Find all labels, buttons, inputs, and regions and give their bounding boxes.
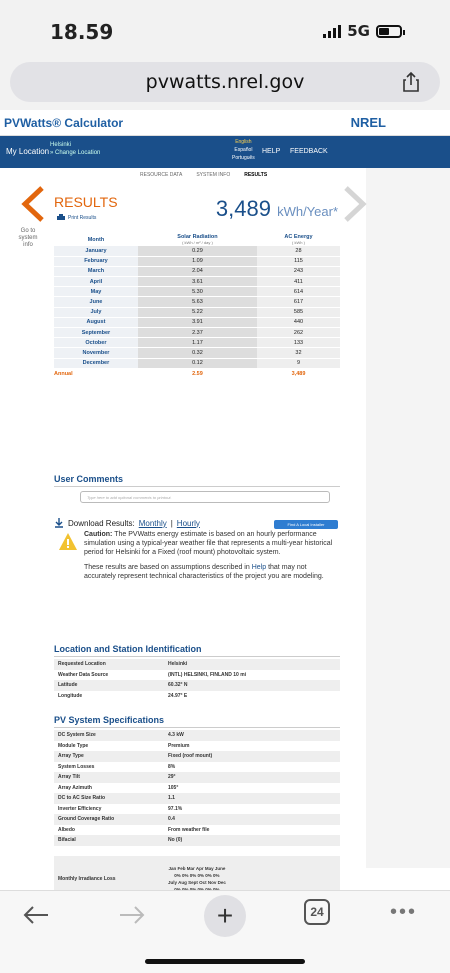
share-icon[interactable] [402,72,420,92]
energy-cell: 617 [257,297,340,307]
find-installer-button[interactable]: Find A Local Installer [274,520,338,529]
table-row [54,358,340,368]
month-cell: June [54,297,138,307]
info-row [54,670,340,681]
download-label: Download Results: [68,518,135,528]
annual-energy-unit: kWh/Year* [277,204,338,219]
month-cell: October [54,338,138,348]
next-arrow-icon[interactable] [344,186,366,222]
specs-heading: PV System Specifications [54,715,340,728]
solar-cell: 2.37 [138,328,257,338]
month-cell: January [54,246,138,256]
lang-espanol[interactable]: Español [234,147,253,153]
annual-solar: 2.59 [138,368,257,380]
col-month: Month [87,237,105,243]
info-value: (INTL) HELSINKI, FINLAND 10 mi [168,671,247,678]
solar-cell: 0.29 [138,246,257,256]
web-page [0,110,450,890]
help-inline-link[interactable]: Help [251,564,267,571]
download-monthly-link[interactable]: Monthly [138,518,167,528]
info-value: Fixed (roof mount) [164,751,340,762]
step-tabs [140,172,267,178]
change-location-link[interactable]: » Change Location [50,150,101,156]
month-cell: December [54,358,138,368]
info-row [54,741,340,752]
info-key: DC System Size [54,730,164,741]
info-key: Array Type [54,751,164,762]
lang-portugues[interactable]: Português [232,155,255,161]
solar-cell: 0.12 [138,358,257,368]
tab-switcher-button[interactable]: 24 [304,899,330,925]
city-name: Helsinki [50,142,72,148]
irradiance-label: Monthly Irradiance Loss [54,856,164,902]
location-info [50,141,100,157]
month-cell: November [54,348,138,358]
table-row [54,287,340,297]
energy-cell: 133 [257,338,340,348]
energy-cell: 28 [257,246,340,256]
info-value: 0.4 [164,814,340,825]
solar-cell: 0.32 [138,348,257,358]
nav-bar [0,136,450,168]
caution-bold: Caution: [84,531,113,538]
info-row [54,793,340,804]
col-solar-radiation [138,234,257,246]
lang-english[interactable]: English [235,139,252,145]
info-row [54,783,340,794]
network-label: 5G [347,22,370,40]
home-indicator [145,959,305,964]
location-heading: Location and Station Identification [54,644,340,657]
energy-cell: 411 [257,277,340,287]
info-row [54,804,340,815]
my-location-label: My Location [6,147,50,156]
solar-cell: 5.30 [138,287,257,297]
new-tab-button[interactable] [204,895,246,937]
tab-results[interactable]: RESULTS [244,172,268,178]
browser-url-bar [0,58,450,110]
annual-energy [216,196,338,222]
energy-cell: 243 [257,266,340,276]
battery-icon [376,25,402,38]
month-cell: March [54,266,138,276]
info-value: 8% [168,763,176,770]
col-ac-label: AC Energy [284,234,313,240]
annual-row [54,368,340,380]
annual-label: Annual [54,368,138,380]
irr-months-1: Jan Feb Mar Apr May June [168,866,226,871]
energy-cell: 440 [257,317,340,327]
clock: 18.59 [50,20,114,44]
info-key: Array Tilt [54,772,164,783]
info-key: Module Type [58,742,89,749]
more-icon[interactable]: ••• [390,901,418,923]
info-key: DC to AC Size Ratio [54,793,164,804]
browser-toolbar [0,890,450,973]
user-comments-heading: User Comments [54,474,340,487]
info-key: Bifacial [54,835,164,846]
col-ac-energy [257,234,340,246]
previous-arrow-icon[interactable] [22,186,44,222]
table-row [54,348,340,358]
language-selector [232,138,255,162]
assumptions-text-a: These results are based on assumptions described in [84,564,250,571]
assumptions-text-b: that may not accurately represent technical characteristics of the project you are modeling. [84,564,324,580]
energy-cell: 32 [257,348,340,358]
results-title: RESULTS [54,194,118,210]
solar-cell: 5.63 [138,297,257,307]
irr-months-2: July Aug Sept Oct Nov Dec [168,880,226,885]
feedback-link[interactable]: FEEDBACK [290,148,328,155]
info-row [54,680,340,691]
info-row [54,835,340,846]
plus-icon: + [216,900,234,931]
forward-icon[interactable] [118,905,146,925]
table-row [54,338,340,348]
info-key: Albedo [58,826,75,833]
info-value: Premium [168,742,190,749]
info-value: 4.3 kW [164,730,340,741]
tab-system-info[interactable]: SYSTEM INFO [196,172,231,178]
help-link[interactable]: HELP [262,148,281,155]
info-row [54,691,340,702]
comments-input[interactable]: Type here to add optional comments to printout. [80,491,330,503]
pvwatts-logo[interactable]: PVWatts® Calculator [4,115,124,130]
nrel-logo[interactable]: NREL [350,115,386,130]
col-solar-unit: ( kWh / m² / day ) [182,240,213,245]
month-cell: August [54,317,138,327]
goto-system-info[interactable]: Go to system info [18,228,38,248]
energy-cell: 115 [257,256,340,266]
url-text[interactable]: pvwatts.nrel.gov [145,71,305,93]
annual-energy-value: 3,489 [215,196,271,221]
info-key: Longitude [58,692,83,699]
solar-cell: 2.04 [138,266,257,276]
printer-icon [56,214,66,222]
info-value: From weather file [168,826,210,833]
info-value: 105° [168,784,179,791]
info-key: Array Azimuth [58,784,92,791]
caution-notice [58,530,336,587]
col-solar-label: Solar Radiation [177,234,218,240]
info-key: System Losses [58,763,95,770]
download-row [54,518,200,528]
info-row [54,762,340,773]
solar-cell: 3.61 [138,277,257,287]
info-value: 24.97° E [168,692,188,699]
annual-energy-cell: 3,489 [257,368,340,380]
table-row [54,256,340,266]
download-icon [54,518,64,528]
solar-cell: 1.09 [138,256,257,266]
col-ac-unit: ( kWh ) [292,240,305,245]
print-results-label: Print Results [68,215,97,221]
site-header [0,110,450,136]
location-table [54,659,340,701]
table-row [54,266,340,276]
table-row [54,317,340,327]
energy-cell: 614 [257,287,340,297]
info-key: Requested Location [54,659,164,670]
table-row [54,328,340,338]
tab-resource-data[interactable]: RESOURCE DATA [140,172,183,178]
print-results-button[interactable] [56,214,96,222]
table-row [54,307,340,317]
info-row [54,772,340,783]
info-row [54,730,340,741]
table-row [54,277,340,287]
table-row [54,246,340,256]
solar-cell: 1.17 [138,338,257,348]
solar-cell: 3.91 [138,317,257,327]
info-value: 97.1% [168,805,183,812]
info-row [54,751,340,762]
energy-cell: 262 [257,328,340,338]
info-value: 60.32° N [164,680,340,691]
month-cell: July [54,307,138,317]
energy-cell: 585 [257,307,340,317]
right-gutter [366,168,450,868]
info-row [54,825,340,836]
solar-cell: 5.22 [138,307,257,317]
download-hourly-link[interactable]: Hourly [176,518,200,528]
status-bar [0,0,450,58]
download-separator: | [170,518,173,528]
info-row [54,659,340,670]
info-value: 29° [164,772,340,783]
monthly-results-table [54,234,340,381]
warning-icon [58,532,78,552]
irr-values-1: 0% 0% 0% 0% 0% 0% [174,873,220,878]
info-row [54,814,340,825]
month-cell: February [54,256,138,266]
irradiance-grid [168,865,226,893]
address-field[interactable] [10,62,440,102]
info-value: 1.1 [164,793,340,804]
info-key: Latitude [54,680,164,691]
info-key: Inverter Efficiency [58,805,102,812]
info-key: Ground Coverage Ratio [54,814,164,825]
caution-text: The PVWatts energy estimate is based on an hourly performance simulation using a typical-year weather file that represents a multi-year historical period for Helsinki for a Fixed (roof mount) photovoltaic system. [84,531,333,556]
month-cell: September [54,328,138,338]
status-icons [323,22,402,40]
month-cell: April [54,277,138,287]
specs-table [54,730,340,846]
info-key: Weather Data Source [58,671,109,678]
signal-icon [323,25,341,38]
info-value: Helsinki [164,659,340,670]
back-icon[interactable] [22,905,50,925]
table-row [54,297,340,307]
info-value: No (0) [164,835,340,846]
energy-cell: 9 [257,358,340,368]
month-cell: May [54,287,138,297]
